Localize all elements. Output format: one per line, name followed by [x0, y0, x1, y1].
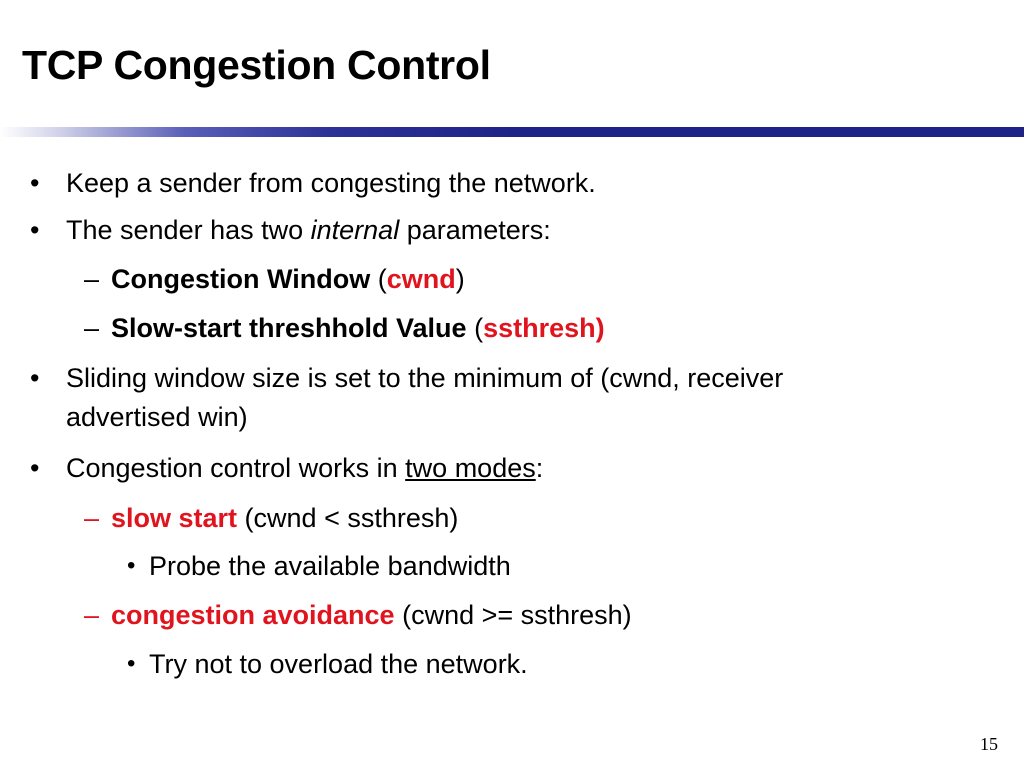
bullet-keep-sender — [66, 167, 596, 199]
term-label: Congestion Window — [111, 264, 371, 294]
term-label: Slow-start threshhold Value — [111, 313, 467, 343]
term-abbrev: ssthresh) — [483, 313, 605, 343]
bullet-internal-parameters — [66, 214, 551, 246]
bullet-marker: • — [30, 363, 40, 393]
title-divider — [0, 127, 1024, 137]
bullet-text: : — [535, 453, 544, 483]
bullet-marker: • — [30, 453, 40, 483]
bullet-two-modes — [66, 452, 543, 484]
sub-bullet-marker: • — [127, 552, 136, 579]
dash-marker: – — [84, 313, 100, 343]
italic-emphasis: internal — [310, 215, 400, 245]
underlined-emphasis: two modes — [405, 453, 536, 483]
page-number: 15 — [980, 734, 998, 754]
mode-condition: (cwnd < ssthresh) — [237, 503, 459, 533]
tertiary-no-overload: Try not to overload the network. — [149, 649, 528, 679]
mode-name: slow start — [111, 503, 238, 533]
bullet-text: Congestion control works in — [66, 453, 406, 483]
dash-marker: – — [84, 600, 100, 630]
mode-condition: (cwnd >= ssthresh) — [394, 600, 632, 630]
sub-bullet-cwnd — [111, 263, 465, 295]
bullet-marker: • — [30, 168, 40, 198]
dash-marker: – — [84, 264, 100, 294]
bullet-text: Keep a sender from congesting the network. — [66, 168, 596, 198]
slide-title: TCP Congestion Control — [22, 42, 491, 88]
sub-bullet-marker: • — [127, 650, 136, 677]
paren-open: ( — [370, 264, 387, 294]
sub-bullet-congestion-avoidance — [111, 599, 632, 631]
sub-bullet-ssthresh — [111, 312, 605, 344]
bullet-sliding-window-line1: Sliding window size is set to the minimum of (cwnd, receiver — [66, 363, 784, 393]
bullet-text: The sender has two — [66, 215, 311, 245]
tertiary-probe-bandwidth: Probe the available bandwidth — [149, 551, 511, 581]
dash-marker: – — [84, 503, 100, 533]
sub-bullet-slow-start — [111, 502, 458, 534]
bullet-marker: • — [30, 215, 40, 245]
bullet-sliding-window-line2: advertised win) — [66, 402, 248, 432]
paren-close: ) — [455, 264, 465, 294]
term-abbrev: cwnd — [386, 264, 456, 294]
paren-open: ( — [466, 313, 484, 343]
bullet-text: parameters: — [399, 215, 551, 245]
mode-name: congestion avoidance — [111, 600, 395, 630]
